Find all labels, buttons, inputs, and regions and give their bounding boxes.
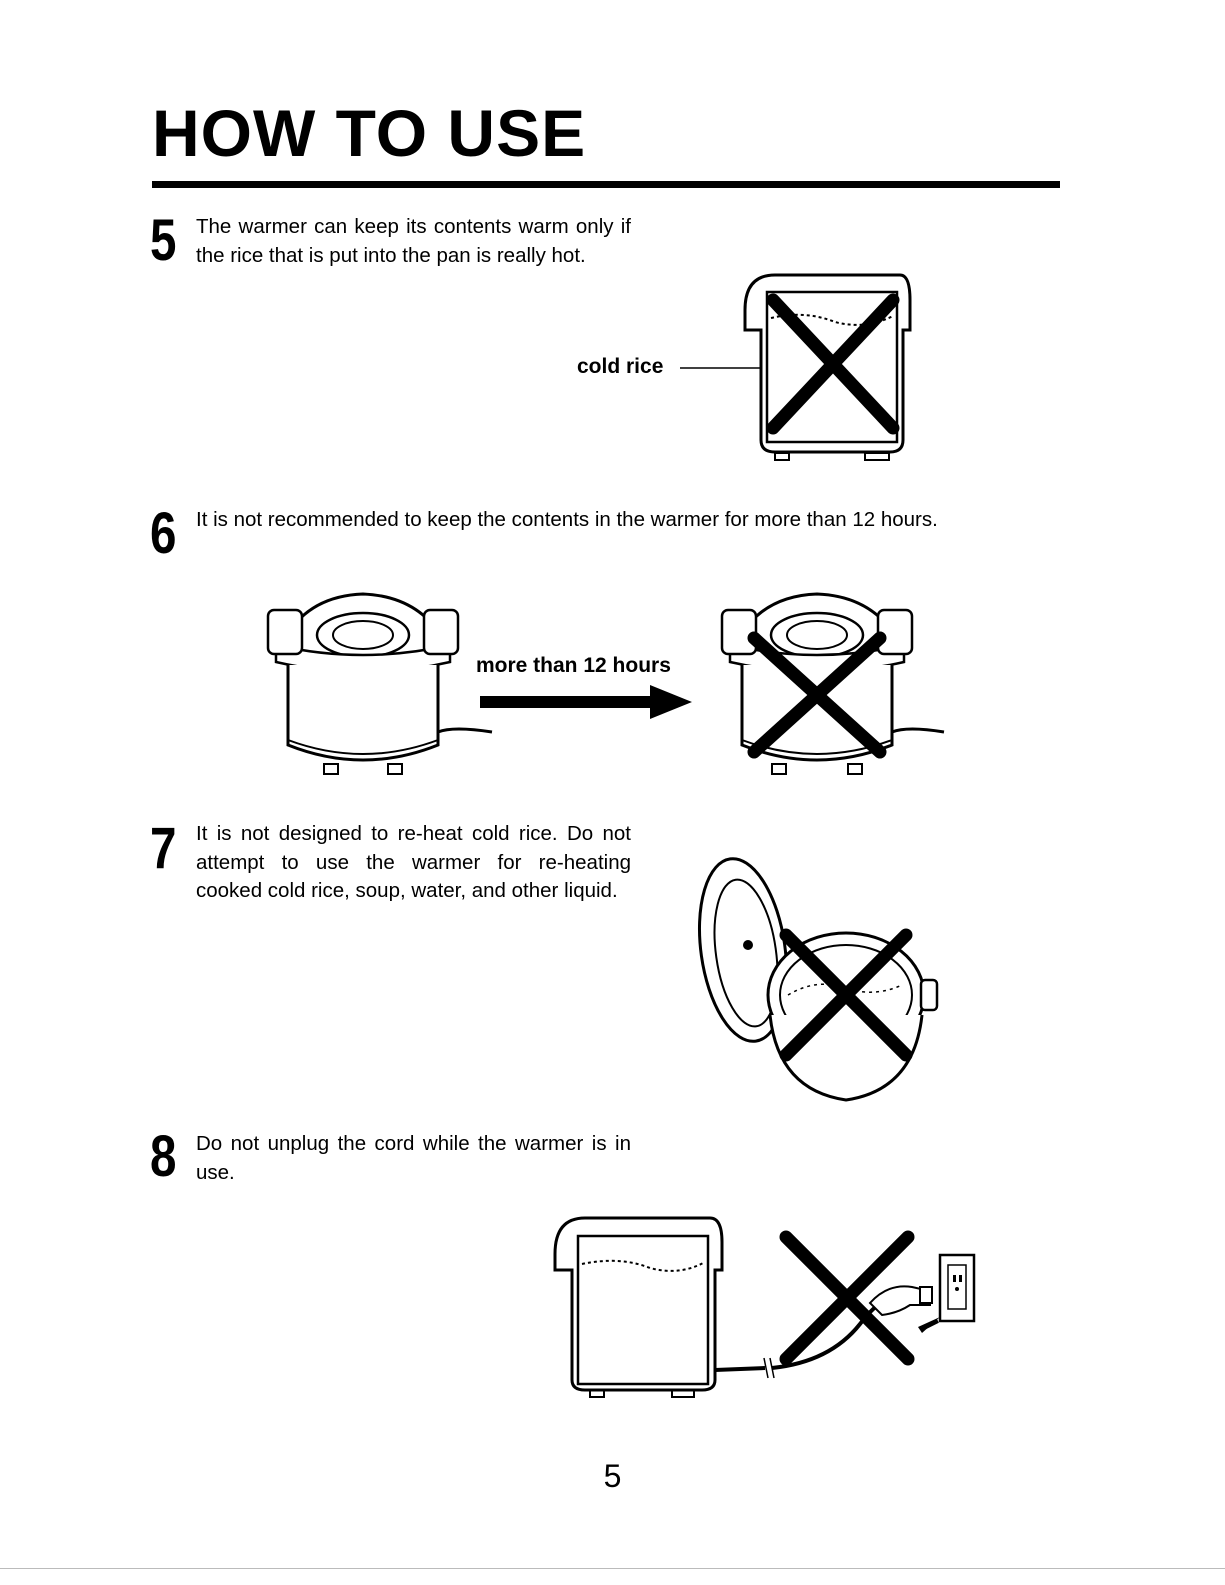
arrow-right-icon xyxy=(480,685,692,719)
step-7-number: 7 xyxy=(150,816,177,881)
warmer-icon xyxy=(722,590,952,780)
warmer-cross-section-icon xyxy=(675,270,935,470)
page-bottom-edge xyxy=(0,1568,1225,1569)
hand-unplugging-icon xyxy=(870,1286,932,1315)
page-title: HOW TO USE xyxy=(152,96,587,170)
step-5-number: 5 xyxy=(150,208,177,273)
step-8-number: 8 xyxy=(150,1124,177,1189)
cold-rice-label: cold rice xyxy=(577,355,664,378)
warmer-icon xyxy=(268,590,508,780)
step-6-number: 6 xyxy=(150,501,177,566)
title-rule xyxy=(152,181,1060,188)
step-8-text: Do not unplug the cord while the warmer is in use. xyxy=(196,1132,631,1184)
wall-outlet-icon xyxy=(770,1225,980,1375)
step-7-text: It is not designed to re-heat cold rice. Do not attempt to use the warmer for re-heating cooked cold rice, soup, water, and other liquid. xyxy=(196,822,631,902)
open-lid-warmer-icon xyxy=(688,855,948,1105)
duration-label: more than 12 hours xyxy=(476,654,671,677)
step-5-text: The warmer can keep its contents warm only if the rice that is put into the pan is really hot. xyxy=(196,215,631,267)
page-number: 5 xyxy=(603,1458,622,1494)
step-6-text: It is not recommended to keep the contents in the warmer for more than 12 hours. xyxy=(196,508,938,531)
